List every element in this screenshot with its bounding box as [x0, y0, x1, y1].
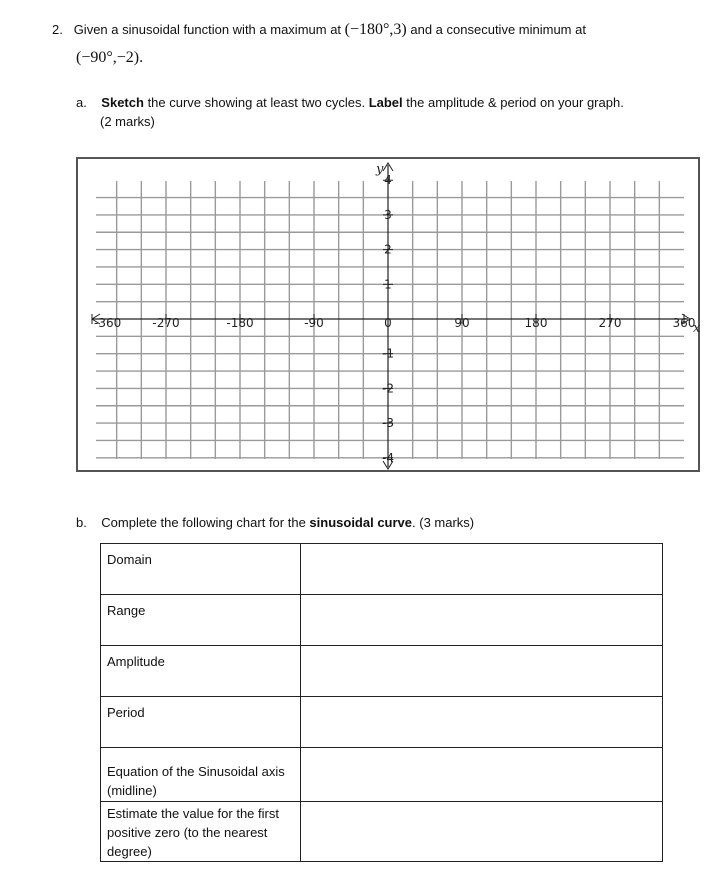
y-tick-label: -3 [382, 416, 394, 431]
x-tick-label: 180 [524, 316, 548, 330]
grid-svg [78, 159, 701, 470]
question-number: 2. [52, 22, 63, 37]
chart-answer-period[interactable] [301, 697, 663, 748]
chart-row-midline [101, 748, 663, 802]
x-tick-label: -90 [304, 316, 324, 330]
x-axis-label: x [693, 321, 701, 336]
chart-row-domain [101, 544, 663, 595]
y-axis-label: y [376, 162, 384, 177]
part-a-marks: (2 marks) [100, 114, 155, 129]
x-tick-label: -270 [152, 316, 180, 330]
chart-row-first-zero [101, 802, 663, 862]
question-line-1 [52, 22, 586, 38]
chart-answer-domain[interactable] [301, 544, 663, 595]
part-b-line [76, 515, 474, 531]
y-tick-label: 2 [384, 242, 392, 257]
chart-row-range [101, 595, 663, 646]
part-b-text-2: . (3 marks) [412, 515, 475, 530]
question-line-2 [76, 50, 143, 66]
part-a-text-2: the amplitude & period on your graph. [406, 95, 624, 110]
x-tick-label: 270 [598, 316, 622, 330]
chart-label-domain: Domain [101, 544, 301, 595]
min-point: (−90°,−2) [76, 49, 140, 66]
max-point: (−180°,3) [344, 21, 407, 38]
chart-answer-amplitude[interactable] [301, 646, 663, 697]
part-a-label: a. [76, 95, 87, 110]
chart-label-midline: Equation of the Sinusoidal axis (midline) [101, 748, 301, 802]
coordinate-grid[interactable] [76, 157, 700, 472]
chart-label-amplitude: Amplitude [101, 646, 301, 697]
x-tick-label: 90 [454, 316, 470, 330]
question-intro: Given a sinusoidal function with a maximum at [73, 22, 342, 37]
y-tick-label: 4 [384, 173, 392, 188]
question-period-mark: . [139, 49, 144, 66]
y-tick-label: -2 [382, 381, 394, 396]
part-a-label-word: Label [368, 95, 403, 110]
x-tick-label: -180 [226, 316, 254, 330]
question-connector: and a consecutive minimum at [410, 22, 586, 37]
x-tick-label: 0 [384, 316, 392, 330]
answer-chart [100, 543, 663, 862]
y-tick-label: 3 [384, 207, 392, 222]
part-a-sketch-word: Sketch [101, 95, 144, 110]
chart-answer-midline[interactable] [301, 748, 663, 802]
chart-answer-range[interactable] [301, 595, 663, 646]
x-tick-label: 360 [672, 316, 696, 330]
y-tick-label: 1 [384, 277, 392, 292]
y-tick-label: -4 [382, 450, 394, 465]
chart-label-first-zero: Estimate the value for the first positive zero (to the nearest degree) [101, 802, 301, 862]
chart-answer-first-zero[interactable] [301, 802, 663, 862]
x-tick-label: -360 [94, 316, 122, 330]
chart-row-period [101, 697, 663, 748]
y-tick-label: -1 [382, 346, 394, 361]
part-b-label: b. [76, 515, 87, 530]
part-b-bold: sinusoidal curve [309, 515, 413, 530]
chart-label-range: Range [101, 595, 301, 646]
part-a-text-1: the curve showing at least two cycles. [147, 95, 366, 110]
part-b-text-1: Complete the following chart for the [101, 515, 306, 530]
chart-label-period: Period [101, 697, 301, 748]
chart-row-amplitude [101, 646, 663, 697]
part-a-line [76, 95, 624, 111]
